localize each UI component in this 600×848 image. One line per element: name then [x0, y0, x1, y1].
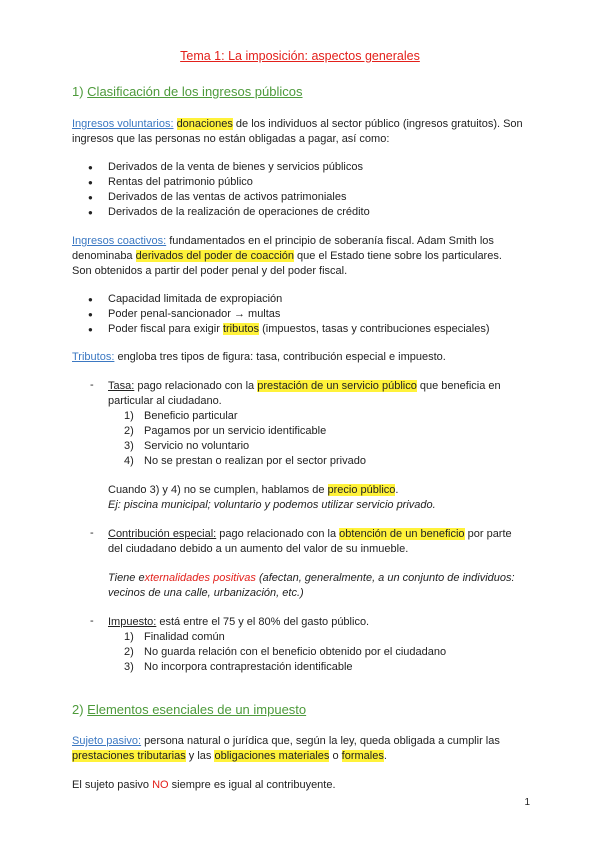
list-item: 3) No incorpora contraprestación identificable [124, 661, 353, 673]
list-item: 2) No guarda relación con el beneficio obtenido por el ciudadano [124, 646, 447, 658]
list-item: 4) No se prestan o realizan por el sector privado [124, 455, 366, 467]
contribucion-label: Contribución especial: [108, 528, 217, 540]
contribucion-paragraph: Contribución especial: pago relacionado con la obtención de un beneficio por parte del ciudadano debido a un aumento del valor de su inmueble. [108, 528, 512, 555]
page-number: 1 [524, 797, 530, 808]
tasa-highlight: prestación de un servicio público [257, 380, 417, 392]
impuesto-paragraph: Impuesto: está entre el 75 y el 80% del gasto público. [108, 616, 370, 628]
voluntarios-paragraph: Ingresos voluntarios: donaciones de los individuos al sector público (ingresos gratuitos). Son ingresos que las personas no están obligadas a pagar, así como: [72, 118, 523, 145]
list-item: ● Poder penal-sancionador → multas [72, 307, 542, 322]
dash-marker: - [90, 379, 94, 391]
tasa-paragraph: Tasa: pago relacionado con la prestación de un servicio público que beneficia en particular al ciudadano. [108, 380, 501, 407]
no-red: NO [152, 779, 169, 791]
coactivos-list [72, 292, 542, 337]
obligaciones-highlight: obligaciones materiales [214, 750, 330, 762]
tributos-label: Tributos: [72, 351, 115, 363]
tributos-paragraph: Tributos: engloba tres tipos de figura: tasa, contribución especial e impuesto. [72, 351, 446, 363]
list-item: ● Rentas del patrimonio público [72, 175, 542, 190]
tasa-note: Cuando 3) y 4) no se cumplen, hablamos de precio público. Ej: piscina municipal; voluntario y podemos utilizar servicio privado. [108, 484, 436, 511]
voluntarios-label: Ingresos voluntarios: [72, 118, 174, 130]
precio-publico-highlight: precio público [327, 484, 396, 496]
tasa-label: Tasa: [108, 380, 135, 392]
section-1-heading [72, 84, 303, 99]
list-item: ● Poder fiscal para exigir tributos (impuestos, tasas y contribuciones especiales) [72, 322, 542, 337]
sujeto-paragraph: Sujeto pasivo: persona natural o jurídica que, según la ley, queda obligada a cumplir las prestaciones tributarias y las obligaciones materiales o formales. [72, 735, 500, 762]
tasa-example: Ej: piscina municipal; voluntario y podemos utilizar servicio privado. [108, 499, 436, 511]
impuesto-label: Impuesto: [108, 616, 157, 628]
coactivos-label: Ingresos coactivos: [72, 235, 167, 247]
coactivos-highlight: derivados del poder de coacción [135, 250, 294, 262]
contribuyente-paragraph: El sujeto pasivo NO siempre es igual al contribuyente. [72, 779, 336, 791]
dash-marker: - [90, 527, 94, 539]
section-2-title: Elementos esenciales de un impuesto [87, 702, 307, 717]
section-1-number: 1) [72, 84, 88, 99]
dash-marker: - [90, 615, 94, 627]
list-item: 1) Finalidad común [124, 631, 225, 643]
section-1-title: Clasificación de los ingresos públicos [87, 84, 303, 99]
coactivos-paragraph: Ingresos coactivos: fundamentados en el principio de soberanía fiscal. Adam Smith los denominaba derivados del poder de coacción que el Estado tiene sobre los particulares. Son obtenidos a partir del poder penal y del poder fiscal. [72, 235, 502, 277]
impuesto-list [124, 630, 446, 675]
list-item: ● Derivados de la venta de bienes y servicios públicos [72, 160, 542, 175]
contribucion-highlight: obtención de un beneficio [339, 528, 465, 540]
contribucion-note: Tiene externalidades positivas (afectan, generalmente, a un conjunto de individuos: vecinos de una calle, urbanización, etc.) [108, 572, 515, 599]
externalidades-red: xternalidades positivas [144, 572, 256, 584]
list-item: ● Derivados de las ventas de activos patrimoniales [72, 190, 542, 205]
section-2-number: 2) [72, 702, 88, 717]
list-item: 2) Pagamos por un servicio identificable [124, 425, 327, 437]
section-2-heading [72, 702, 306, 717]
list-item: 3) Servicio no voluntario [124, 440, 250, 452]
formales-highlight: formales [341, 750, 384, 762]
tasa-list [124, 409, 366, 469]
prestaciones-highlight: prestaciones tributarias [72, 750, 186, 762]
sujeto-label: Sujeto pasivo: [72, 735, 142, 747]
voluntarios-list [72, 160, 542, 220]
page-title: Tema 1: La imposición: aspectos generales [180, 49, 420, 63]
voluntarios-highlight: donaciones [176, 118, 233, 130]
list-item: ● Derivados de la realización de operaciones de crédito [72, 205, 542, 220]
list-item: 1) Beneficio particular [124, 410, 238, 422]
tributos-highlight: tributos [222, 323, 260, 335]
list-item: ● Capacidad limitada de expropiación [72, 292, 542, 307]
